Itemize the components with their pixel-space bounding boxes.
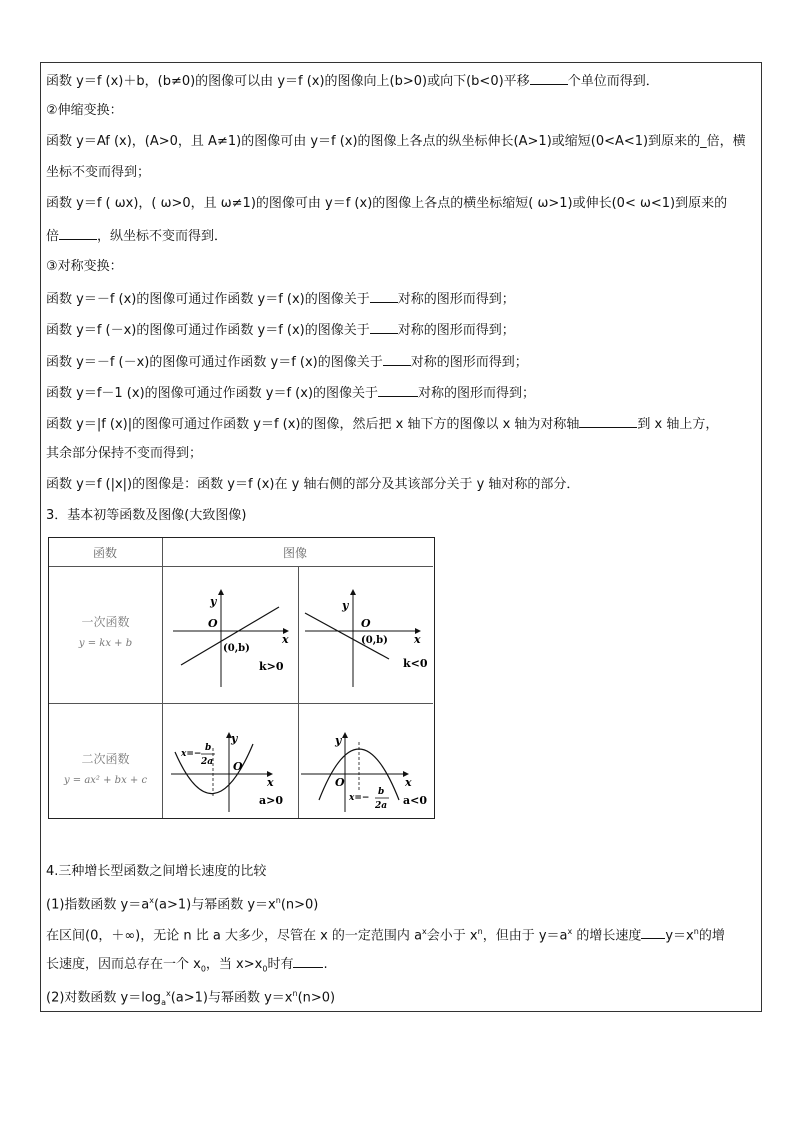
- text-line-exp-vs-power: (1)指数函数 $y=a^x(a>1)$与幂函数 $y=x^n(n>0)$: [46, 896, 319, 913]
- graph-linear-k-negative: [299, 567, 434, 703]
- intercept-label: (0,b): [223, 643, 250, 654]
- graph-quadratic-a-negative: [299, 704, 434, 818]
- section-heading-symmetry: ③对称变换：: [46, 259, 123, 274]
- fill-blank[interactable]: [378, 384, 418, 397]
- header-function: 函数: [93, 546, 118, 560]
- vertex-denominator: 2a: [201, 757, 214, 767]
- fill-blank[interactable]: [579, 415, 637, 428]
- header-graph: 图像: [283, 546, 308, 560]
- text-line-11: 函数 y＝f－1 (x)的图像可通过作函数 y＝f (x)的图像关于 对称的图形而得到；: [46, 386, 536, 401]
- origin-label: O: [233, 760, 243, 773]
- section-heading-3: 3．基本初等函数及图像(大致图像): [46, 508, 247, 523]
- row-linear-expr: y = kx + b: [78, 638, 133, 649]
- graph-quadratic-a-positive: [163, 704, 298, 818]
- origin-label: O: [208, 617, 218, 630]
- text-line-3: 函数 y＝Af (x)，(A>0，且 A≠1)的图像可由 y＝f (x)的图像上各点的纵坐标伸长(A>1)或缩短(0<A<1)到原来的_倍，横: [46, 134, 746, 149]
- function-graph-table: [48, 537, 435, 819]
- text-line-13: 其余部分保持不变而得到；: [46, 446, 203, 461]
- axis-x-label: x: [267, 776, 274, 789]
- axis-y-label: y: [210, 595, 217, 608]
- text-line-9: 函数 y＝f (－x)的图像可通过作函数 y＝f (x)的图像关于 对称的图形而得到；: [46, 323, 515, 338]
- fill-blank[interactable]: [370, 321, 398, 334]
- text-line-8: 函数 y＝－f (x)的图像可通过作函数 y＝f (x)的图像关于 对称的图形而得到；: [46, 292, 515, 307]
- fill-blank[interactable]: [293, 955, 323, 968]
- text-line-10: 函数 y＝－f (－x)的图像可通过作函数 y＝f (x)的图像关于 对称的图形而得到；: [46, 355, 528, 370]
- leading-coef-condition: a>0: [259, 794, 283, 807]
- row-quadratic-expr: y = ax² + bx + c: [63, 775, 148, 786]
- vertex-numerator: b: [378, 787, 385, 797]
- slope-condition: k<0: [403, 657, 428, 670]
- axis-y-label: y: [342, 599, 349, 612]
- vertex-x-prefix: x=−: [349, 793, 370, 803]
- axis-x-label: x: [414, 633, 421, 646]
- text-line-6: 倍 ，纵坐标不变而得到．: [46, 229, 228, 244]
- axis-x-label: x: [282, 633, 289, 646]
- fill-blank[interactable]: [59, 227, 97, 240]
- text-line-growth-1: 在区间(0，＋∞)，无论 n 比 a 大多少，尽管在 x 的一定范围内 $a^x$会小于 $x^n$，但由于 $y=a^x$ 的增长速度 $y=x^n$的增: [46, 927, 725, 944]
- text-line-4: 坐标不变而得到；: [46, 165, 151, 180]
- leading-coef-condition: a<0: [403, 794, 427, 807]
- vertex-denominator: 2a: [375, 801, 388, 811]
- section-heading-4: 4.三种增长型函数之间增长速度的比较: [46, 864, 267, 879]
- text-line-12: 函数 y＝|f (x)|的图像可通过作函数 y＝f (x)的图像，然后把 x 轴下方的图像以 x 轴为对称轴 到 x 轴上方，: [46, 417, 719, 432]
- axis-x-label: x: [405, 776, 412, 789]
- origin-label: O: [361, 617, 371, 630]
- intercept-label: (0,b): [361, 635, 388, 646]
- graph-linear-k-positive: [163, 567, 298, 703]
- vertex-numerator: b: [205, 743, 212, 753]
- axis-y-label: y: [231, 732, 238, 745]
- fill-blank[interactable]: [530, 72, 568, 85]
- row-linear-name: 一次函数: [81, 615, 130, 629]
- section-heading-stretch: ②伸缩变换：: [46, 103, 123, 118]
- origin-label: O: [335, 776, 345, 789]
- axis-y-label: y: [335, 734, 342, 747]
- text-line-5: 函数 y＝f ( ωx)，( ω>0，且 ω≠1)的图像可由 y＝f (x)的图像上各点的横坐标缩短( ω>1)或伸长(0< ω<1)到原来的: [46, 196, 728, 211]
- fill-blank[interactable]: [641, 926, 665, 939]
- text-line-log-vs-power: (2)对数函数 $y=\log_a^x(a>1)$与幂函数 $y=x^n(n>0)$: [46, 989, 336, 1007]
- text-line-1: 函数 y＝f (x)＋b，(b≠0)的图像可以由 y＝f (x)的图像向上(b>0)或向下(b<0)平移 个单位而得到．: [46, 74, 659, 89]
- slope-condition: k>0: [259, 660, 284, 673]
- text-line-14: 函数 y＝f (|x|)的图像是：函数 y＝f (x)在 y 轴右侧的部分及其该部分关于 y 轴对称的部分．: [46, 477, 580, 492]
- fill-blank[interactable]: [383, 353, 411, 366]
- vertex-x-prefix: x=−: [181, 749, 202, 759]
- row-quadratic-name: 二次函数: [81, 752, 130, 766]
- text-line-growth-2: 长速度，因而总存在一个 $x_0$，当 $x>x_0$时有 .: [46, 957, 328, 974]
- fill-blank[interactable]: [370, 290, 398, 303]
